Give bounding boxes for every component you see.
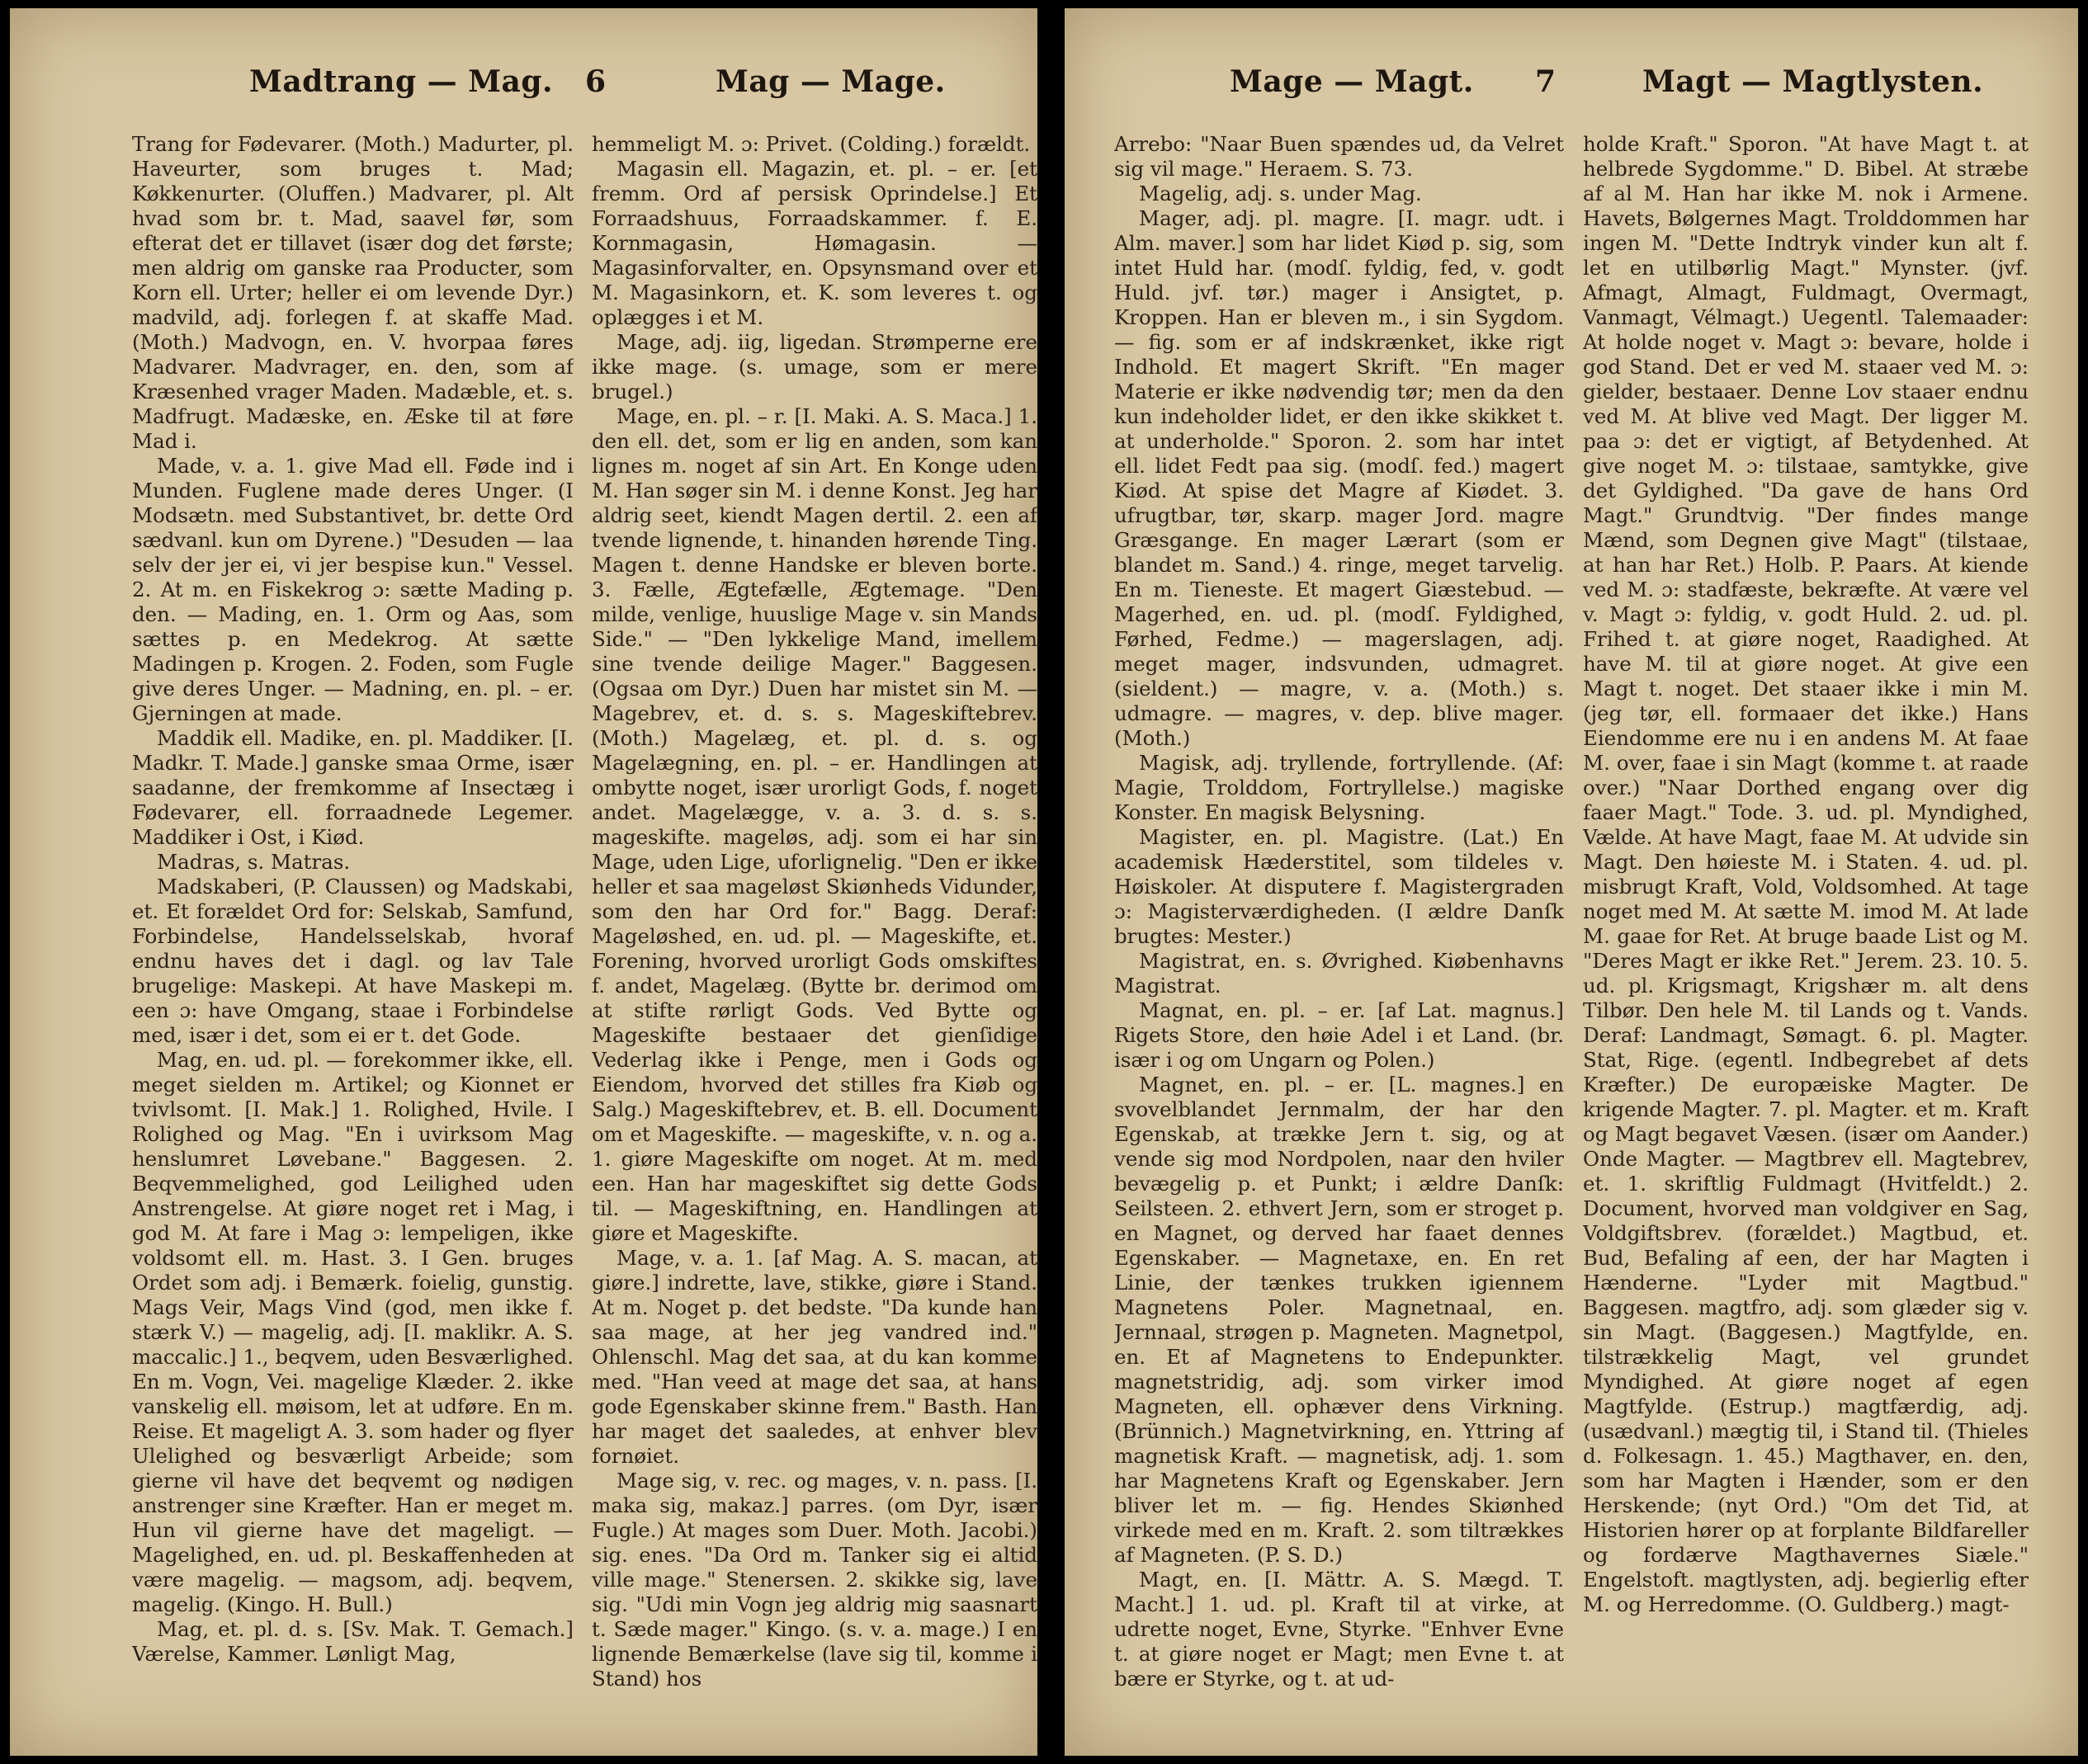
entry: Mage sig, v. rec. og mages, v. n. pass. [I. maka sig, makaz.] parres. (om Dyr, især Fugle.) At mages som Duer. Moth. Jacobi.) sig. enes. "Da Ord m. Tanker sig ei altid ville mage." Stenersen. 2. skikke sig, lave sig. "Udi min Vogn jeg aldrig mig saasnart t. Sæde mager." Kingo. (s. v. a. mage.) I en lignende Bemærkelse (lave sig til, komme i Stand) hos [592, 1469, 1037, 1691]
right-column-2 [1583, 132, 2029, 1724]
entry: Magt, en. [I. Mättr. A. S. Mægd. T. Macht.] 1. ud. pl. Kraft til at virke, at udrette noget, Evne, Styrke. "Enhver Evne t. at giøre noget er Magt; men Evne t. at bære er Styrke, og t. at ud- [1114, 1568, 1564, 1691]
entry: holde Kraft." Sporon. "At have Magt t. at helbrede Sygdomme." D. Bibel. At stræbe af al M. Han har ikke M. nok i Armene. Havets, Bølgernes Magt. Trolddommen har ingen M. "Dette Indtryk vinder kun alt f. let en utilbørlig Magt." Mynster. (jvf. Afmagt, Almagt, Fuldmagt, Overmagt, Vanmagt, Vélmagt.) Uegentl. Talemaader: At holde noget v. Magt ɔ: bevare, holde i god Stand. Det er ved M. staaer ved M. ɔ: gielder, bestaaer. Denne Lov staaer endnu ved M. At blive ved Magt. Der ligger M. paa ɔ: det er vigtigt, af Betydenhed. At give noget M. ɔ: tilstaae, samtykke, give det Gyldighed. "Da gave de hans Ord Magt." Grundtvig. "Der findes mange Mænd, som Degnen give Magt" (tilstaae, at han har Ret.) Holb. P. Paars. At kiende ved M. ɔ: stadfæste, bekræfte. At være vel v. Magt ɔ: fyldig, v. godt Huld. 2. ud. pl. Frihed t. at giøre noget, Raadighed. At have M. til at giøre noget. At give een Magt t. noget. Det staaer ikke i min M. (jeg tør, ell. formaaer det ikke.) Hans Eiendomme ere nu i en andens M. At faae M. over, faae i sin Magt (komme t. at raade over.) "Naar Dorthed engang over dig faaer Magt." Tode. 3. ud. pl. Myndighed, Vælde. At have Magt, faae M. At udvide sin Magt. Den høieste M. i Staten. 4. ud. pl. misbrugt Kraft, Vold, Voldsomhed. At tage noget med M. At sætte M. imod M. At lade M. gaae for Ret. At bruge baade List og M. "Deres Magt er ikke Ret." Jerem. 23. 10. 5. ud. pl. Krigsmagt, Krigshær m. alt dens Tilbør. Den hele M. til Lands og t. Vands. Deraf: Landmagt, Sømagt. 6. pl. Magter. Stat, Rige. (egentl. Indbegrebet af dets Kræfter.) De europæiske Magter. De krigende Magter. 7. pl. Magter. et m. Kraft og Magt begavet Væsen. (især om Aander.) Onde Magter. — Magtbrev ell. Magtebrev, et. 1. skriftlig Fuldmagt (Hvitfeldt.) 2. Document, hvorved man voldgiver en Sag, Voldgiftsbrev. (forældet.) Magtbud, et. Bud, Befaling af een, der har Magten i Hænderne. "Lyder mit Magtbud." Baggesen. magtfro, adj. som glæder sig v. sin Magt. (Baggesen.) Magtfylde, en. tilstrækkelig Magt, vel grundet Myndighed. At giøre noget af egen Magtfylde. (Estrup.) magtfærdig, adj. (usædvanl.) mægtig til, i Stand til. (Thieles d. Folkesagn. 1. 45.) Magthaver, en. den, som har Magten i Hænder, som er den Herskende; (nyt Ord.) "Om det Tid, at Historien hører op at forplante Bildfareller og fordærve Magthavernes Siæle." Engelstoft. magtlysten, adj. begierlig efter M. og Herredomme. (O. Guldberg.) magt- [1583, 132, 2029, 1616]
entry: Madras, s. Matras. [157, 850, 351, 874]
entry: Mage, v. a. 1. [af Mag. A. S. macan, at giøre.] indrette, lave, stikke, giøre i Stand. At m. Noget p. det bedste. "Da kunde han saa mage, at her jeg vandred ind." Ohlenschl. Mag det saa, at du kan komme med. "Han veed at mage det saa, at hans gode Egenskaber skinne frem." Basth. Han har maget det saaledes, at enhver blev fornøiet. [592, 1246, 1037, 1468]
left-column-1 [132, 132, 574, 1724]
entry: Arrebo: "Naar Buen spændes ud, da Velret sig vil mage." Heraem. S. 73. [1114, 132, 1564, 181]
entry: Magistrat, en. s. Øvrighed. Kiøbenhavns Magistrat. [1114, 949, 1564, 998]
entry: Mage, en. pl. – r. [I. Maki. A. S. Maca.] 1. den ell. det, som er lig en anden, som kan lignes m. noget af sin Art. En Konge uden M. Han søger sin M. i denne Konst. Jeg har aldrig seet, kiendt Magen dertil. 2. een af tvende lignende, t. hinanden hørende Ting. Magen t. denne Handske er bleven borte. 3. Fælle, Ægtefælle, Ægtemage. "Den milde, venlige, huuslige Mage v. sin Mands Side." — "Den lykkelige Mand, imellem sine tvende deilige Mager." Baggesen. (Ogsaa om Dyr.) Duen har mistet sin M. — Magebrev, et. d. s. s. Mageskiftebrev. (Moth.) Magelæg, et. pl. d. s. og Magelægning, en. pl. – er. Handlingen at ombytte noget, især urorligt Gods, f. noget andet. Magelægge, v. a. 3. d. s. s. mageskifte. mageløs, adj. som ei har sin Mage, uden Lige, uforlignelig. "Den er ikke heller et saa mageløst Skiønheds Vidunder, som den har Ord for." Bagg. Deraf: Mageløshed, en. ud. pl. — Mageskifte, et. Forening, hvorved urorligt Gods omskiftes f. andet, Magelæg. (Bytte br. derimod om at stifte rørligt Gods. Ved Bytte og Mageskifte bestaaer det gienſidige Vederlag ikke i Penge, men i Gods og Eiendom, hvorved det stilles fra Kiøb og Salg.) Mageskiftebrev, et. B. ell. Document om et Mageskifte. — mageskifte, v. n. og a. 1. giøre Mageskifte om noget. At m. med een. Han har mageskiftet sig dette Gods til. — Mageskiftning, en. Handlingen at giøre et Mageskifte. [592, 404, 1037, 1245]
entry: Madskaberi, (P. Claussen) og Madskabi, et. Et forældet Ord for: Selskab, Samfund, Forbindelse, Handelsselskab, hvoraf endnu haves det i dagl. og lav Tale brugelige: Maskepi. At have Maskepi m. een ɔ: have Omgang, staae i Forbindelse med, især i det, som ei er t. det Gode. [132, 875, 574, 1047]
entry: hemmeligt M. ɔ: Privet. (Colding.) forældt. [592, 132, 1031, 156]
entry: Magister, en. pl. Magistre. (Lat.) En academisk Hæderstitel, som tildeles v. Høiskoler. At disputere f. Magistergraden ɔ: Magisterværdigheden. (I ældre Danſk brugtes: Mester.) [1114, 825, 1564, 948]
entry: Mage, adj. iig, ligedan. Strømperne ere ikke mage. (s. umage, som er mere brugel.) [592, 330, 1037, 403]
entry: Magisk, adj. tryllende, fortryllende. (Af: Magie, Trolddom, Fortryllelse.) magiske Konster. En magisk Belysning. [1114, 751, 1564, 824]
entry: Made, v. a. 1. give Mad ell. Føde ind i Munden. Fuglene made deres Unger. (I Modsætn. med Substantivet, br. dette Ord sædvanl. kun om Dyrene.) "Desuden — laa selv der jer ei, vi jer bespise kun." Vessel. 2. At m. en Fiskekrog ɔ: sætte Mading p. den. — Mading, en. 1. Orm og Aas, som sættes p. en Medekrog. At sætte Madingen p. Krogen. 2. Foden, som Fugle give deres Unger. — Madning, en. pl. – er. Gjerningen at made. [132, 454, 574, 725]
entry: Mag, et. pl. d. s. [Sv. Mak. T. Gemach.] Værelse, Kammer. Lønligt Mag, [132, 1617, 574, 1666]
entry: Magnet, en. pl. – er. [L. magnes.] en svovelblandet Jernmalm, der har den Egenskab, at trække Jern t. sig, og at vende sig mod Nordpolen, naar den hviler bevægelig p. et Punkt; i ældre Danſk: Seilsteen. 2. ethvert Jern, som er stroget p. en Magnet, og derved har faaet dennes Egenskaber. — Magnetaxe, en. En ret Linie, der tænkes trukken igiennem Magnetens Poler. Magnetnaal, en. Jernnaal, strøgen p. Magneten. Magnetpol, en. Et af Magnetens to Endepunkter. magnetstridig, adj. som virker imod Magneten, ell. ophæver dens Virkning. (Brünnich.) Magnetvirkning, en. Yttring af magnetisk Kraft. — magnetisk, adj. 1. som har Magnetens Kraft og Egenskaber. Jern bliver let m. — fig. Hendes Skiønhed virkede med en m. Kraft. 2. som tiltrækkes af Magneten. (P. S. D.) [1114, 1073, 1564, 1567]
entry: Maddik ell. Madike, en. pl. Maddiker. [I. Madkr. T. Made.] ganske smaa Orme, især saadanne, der fremkomme af Insectæg i Fødevarer, ell. forraadnede Legemer. Maddiker i Ost, i Kiød. [132, 726, 574, 849]
entry: Magnat, en. pl. – er. [af Lat. magnus.] Rigets Store, den høie Adel i et Land. (br. især i og om Ungarn og Polen.) [1114, 998, 1564, 1072]
entry: Trang for Fødevarer. (Moth.) Madurter, pl. Haveurter, som bruges t. Mad; Køkkenurter. (Oluffen.) Madvarer, pl. Alt hvad som br. t. Mad, saavel før, som efterat det er tillavet (især dog det første; men aldrig om ganske raa Producter, som Korn ell. Urter; heller ei om levende Dyr.) madvild, adj. forlegen f. at skaffe Mad. (Moth.) Madvogn, en. V. hvorpaa føres Madvarer. Madvrager, en. den, som af Kræsenhed vrager Maden. Madæble, et. s. Madfrugt. Madæske, en. Æske til at føre Mad i. [132, 132, 574, 453]
entry: Mag, en. ud. pl. — forekommer ikke, ell. meget sielden m. Artikel; og Kionnet er tvivlsomt. [I. Mak.] 1. Rolighed, Hvile. I Rolighed og Mag. "En i uvirksom Mag henslumret Løvebane." Baggesen. 2. Beqvemmelighed, god Leilighed uden Anstrengelse. At giøre noget ret i Mag, i god M. At fare i Mag ɔ: lempeligen, ikke voldsomt ell. m. Hast. 3. I Gen. bruges Ordet som adj. i Bemærk. foielig, gunstig. Mags Veir, Mags Vind (god, men ikke f. stærk V.) — magelig, adj. [I. maklikr. A. S. maccalic.] 1., beqvem, uden Besværlighed. En m. Vogn, Vei. magelige Klæder. 2. ikke vanskelig ell. møisom, let at udføre. En m. Reise. Et mageligt A. 3. som hader og flyer Ulelighed og besværligt Arbeide; som gierne vil have det beqvemt og nødigen anstrenger sine Kræfter. Han er meget m. Hun vil gierne have det mageligt. — Magelighed, en. ud. pl. Beskaffenheden at være magelig. — magsom, adj. beqvem, magelig. (Kingo. H. Bull.) [132, 1048, 574, 1616]
right-header-left: Mage — Magt. [1230, 64, 1474, 99]
right-header-right: Magt — Magtlysten. [1642, 64, 1984, 99]
right-page [1065, 8, 2078, 1756]
left-header-left: Madtrang — Mag. [249, 64, 554, 99]
right-page-number: 7 [1535, 64, 1557, 99]
entry: Magelig, adj. s. under Mag. [1139, 182, 1422, 205]
left-header-right: Mag — Mage. [716, 64, 946, 99]
left-page [10, 8, 1037, 1756]
entry: Mager, adj. pl. magre. [I. magr. udt. i Alm. maver.] som har lidet Kiød p. sig, som intet Huld har. (modſ. fyldig, fed, v. godt Huld. jvf. tør.) mager i Ansigtet, p. Kroppen. Han er bleven m., i sin Sygdom. — fig. som er af indskrænket, ikke rigt Indhold. Et magert Skrift. "En mager Materie er ikke nødvendig tør; men da den kun indeholder lidet, er den ikke skikket t. at underholde." Sporon. 2. som har intet ell. lidet Fedt paa sig. (modſ. fed.) magert Kiød. At spise det Magre af Kiødet. 3. ufrugtbar, tør, skarp. mager Jord. magre Græsgange. En mager Lærart (som er blandet m. Sand.) 4. ringe, meget tarvelig. En m. Tieneste. Et magert Giæstebud. — Magerhed, en. ud. pl. (modſ. Fyldighed, Førhed, Fedme.) — magerslagen, adj. meget mager, indsvunden, udmagret. (sieldent.) — magre, v. a. (Moth.) s. udmagre. — magres, v. dep. blive mager. (Moth.) [1114, 206, 1564, 750]
entry: Magasin ell. Magazin, et. pl. – er. [et fremm. Ord af persisk Oprindelse.] Et Forraadshuus, Forraadskammer. f. E. Kornmagasin, Hømagasin. — Magasinforvalter, en. Opsynsmand over et M. Magasinkorn, et. K. som leveres t. og oplægges i et M. [592, 157, 1037, 329]
left-column-2 [592, 132, 1037, 1724]
right-column-1 [1114, 132, 1564, 1724]
left-page-number: 6 [585, 64, 607, 99]
